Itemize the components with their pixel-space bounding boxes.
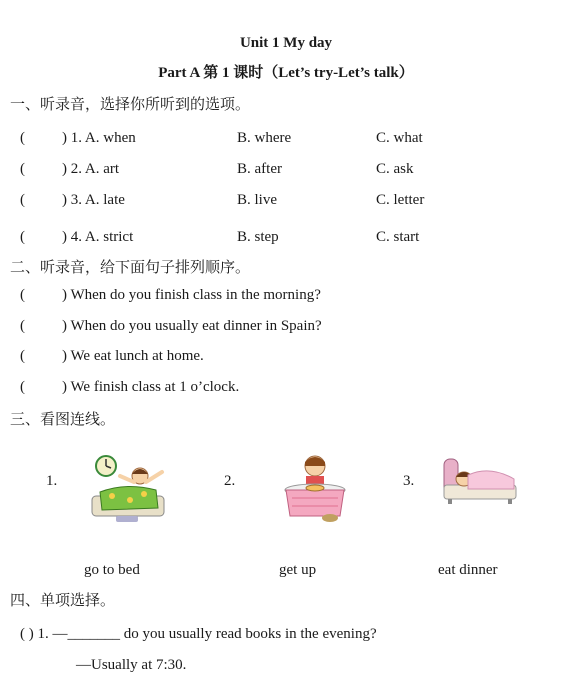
picture-number: 3. [403, 473, 415, 489]
page-subtitle: Part A 第 1 课时（Let’s try-Let’s talk） [158, 65, 414, 81]
option-a: ) 1. A. when [62, 130, 136, 146]
option-b: B. live [237, 192, 277, 208]
option-c: C. what [376, 130, 423, 146]
section4-heading: 四、单项选择。 [10, 593, 116, 609]
option-c: C. ask [376, 161, 414, 177]
eat-dinner-picture [280, 452, 350, 524]
section1-heading: 一、听录音，选择你所听到的选项。 [10, 97, 251, 113]
go-to-bed-picture [440, 455, 518, 505]
phrase-get-up: get up [279, 562, 317, 578]
section3-heading: 三、看图连线。 [10, 412, 116, 428]
picture-number: 2. [224, 473, 236, 489]
picture-number: 1. [46, 473, 58, 489]
phrase-go-to-bed: go to bed [84, 562, 140, 578]
option-c: C. start [376, 229, 420, 245]
option-c: C. letter [376, 192, 425, 208]
option-b: B. after [237, 161, 282, 177]
section2-heading: 二、听录音，给下面句子排列顺序。 [10, 260, 251, 276]
sentence: ) When do you finish class in the morning? [62, 287, 321, 303]
phrase-eat-dinner: eat dinner [438, 562, 498, 578]
paren-open: ( [20, 192, 25, 208]
paren-open: ( [20, 161, 25, 177]
option-a: ) 3. A. late [62, 192, 125, 208]
sentence: ) We finish class at 1 o’clock. [62, 379, 240, 395]
page-title: Unit 1 My day [239, 35, 333, 51]
option-a: ) 2. A. art [62, 161, 120, 177]
paren-open: ( [20, 318, 25, 334]
option-a: ) 4. A. strict [62, 229, 134, 245]
option-b: B. where [237, 130, 292, 146]
option-b: B. step [237, 229, 279, 245]
paren-open: ( [20, 379, 25, 395]
paren-open: ( [20, 287, 25, 303]
sentence: ) When do you usually eat dinner in Spain? [62, 318, 322, 334]
question-1: ( ) 1. —_______ do you usually read books in the evening? [20, 626, 377, 642]
sentence: ) We eat lunch at home. [62, 348, 204, 364]
get-up-picture [86, 452, 170, 524]
paren-open: ( [20, 130, 25, 146]
answer-1: —Usually at 7:30. [76, 657, 187, 673]
paren-open: ( [20, 348, 25, 364]
paren-open: ( [20, 229, 25, 245]
